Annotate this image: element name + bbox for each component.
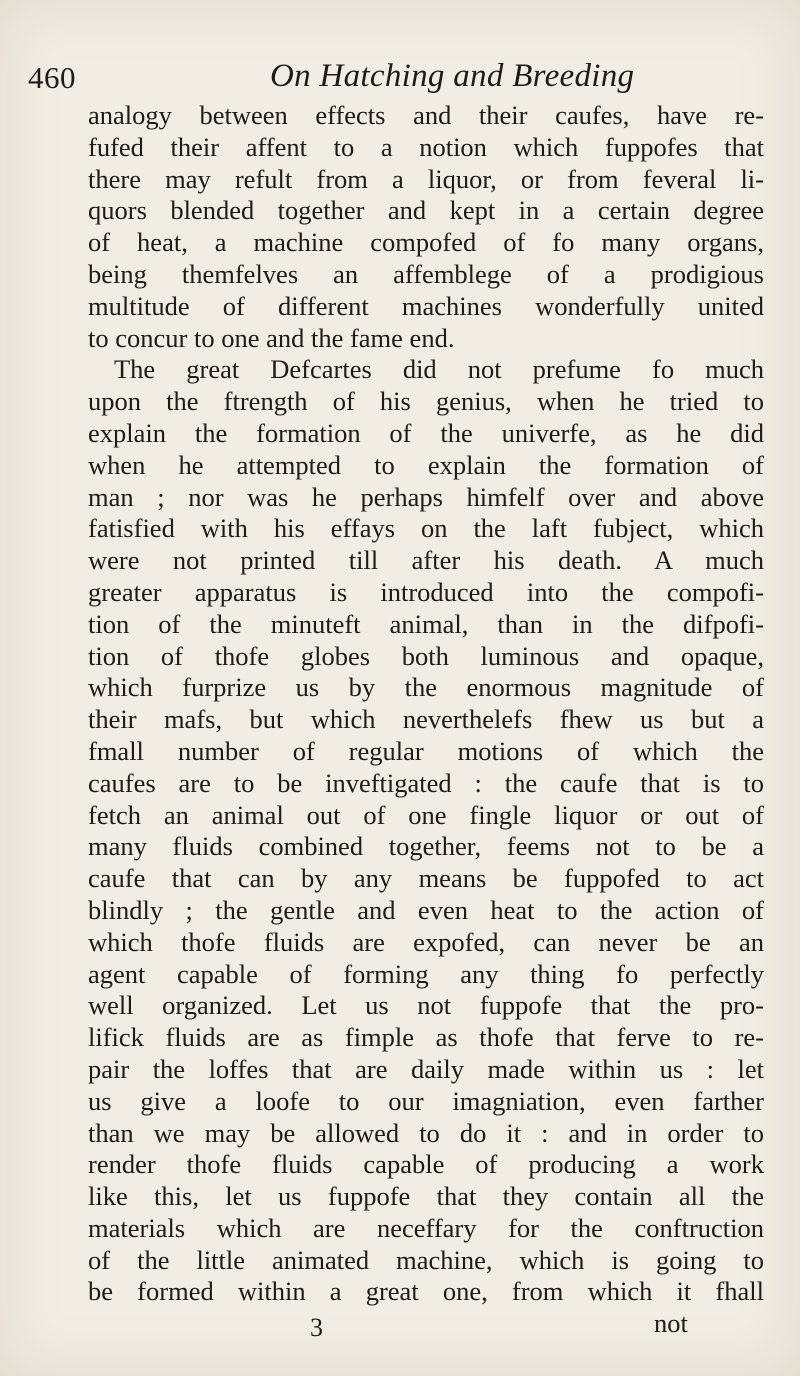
text-line: when he attempted to explain the formation of (88, 449, 764, 480)
page-number: 460 (28, 60, 76, 95)
text-line: caufe that can by any means be fuppofed to act (88, 863, 764, 894)
page-footer (88, 1308, 788, 1343)
text-line: fufed their affent to a notion which fuppofes that (88, 131, 764, 162)
text-line: us give a loofe to our imagniation, even farther (88, 1085, 764, 1116)
text-line: agent capable of forming any thing fo perfectly (88, 958, 764, 989)
text-line: pair the loffes that are daily made within us : let (88, 1053, 764, 1084)
text-line: materials which are neceffary for the conftruction (88, 1212, 764, 1243)
text-line: like this, let us fuppofe that they contain all the (88, 1181, 764, 1212)
text-line: well organized. Let us not fuppofe that the pro- (88, 990, 764, 1021)
text-line: of the little animated machine, which is going to (88, 1244, 764, 1275)
text-line: be formed within a great one, from which it fhall (88, 1276, 764, 1307)
text-line: being themfelves an affemblege of a prodigious (88, 258, 764, 289)
paragraph-first-line: The great Defcartes did not prefume fo much (114, 354, 764, 385)
text-line: man ; nor was he perhaps himfelf over and above (88, 481, 764, 512)
text-line: which thofe fluids are expofed, can never be an (88, 926, 764, 957)
signature-mark: 3 (310, 1313, 323, 1343)
text-line: multitude of different machines wonderfully united (88, 290, 764, 321)
text-line: tion of the minuteft animal, than in the difpofi- (88, 608, 764, 639)
body-text (88, 100, 788, 1343)
text-line: there may refult from a liquor, or from feveral li- (88, 163, 764, 194)
text-line: blindly ; the gentle and even heat to the action of (88, 894, 764, 925)
text-line: which furprize us by the enormous magnitude of (88, 672, 764, 703)
text-line: of heat, a machine compofed of fo many organs, (88, 227, 764, 258)
text-line: quors blended together and kept in a certain degree (88, 195, 764, 226)
text-line: many fluids combined together, feems not to be a (88, 831, 764, 862)
text-line: to concur to one and the fame end. (88, 322, 455, 353)
text-line: caufes are to be inveftigated : the caufe that is to (88, 767, 764, 798)
text-line: fetch an animal out of one fingle liquor or out of (88, 799, 764, 830)
text-line: upon the ftrength of his genius, when he tried to (88, 386, 764, 417)
text-line: tion of thofe globes both luminous and opaque, (88, 640, 764, 671)
text-line: analogy between effects and their caufes, have re- (88, 100, 764, 130)
text-line: render thofe fluids capable of producing a work (88, 1149, 764, 1180)
text-line: fatisfied with his effays on the laft fubject, which (88, 513, 764, 544)
text-line: their mafs, but which neverthelefs fhew us but a (88, 704, 764, 735)
catchword: not (654, 1308, 688, 1339)
running-title: On Hatching and Breeding (270, 58, 635, 94)
text-line: fmall number of regular motions of which the (88, 735, 764, 766)
text-line: were not printed till after his death. A much (88, 545, 764, 576)
text-line: lifick fluids are as fimple as thofe that ferve to re- (88, 1022, 764, 1053)
text-line: than we may be allowed to do it : and in order to (88, 1117, 764, 1148)
text-line: greater apparatus is introduced into the compofi- (88, 576, 764, 607)
text-line: explain the formation of the univerfe, as he did (88, 417, 764, 448)
